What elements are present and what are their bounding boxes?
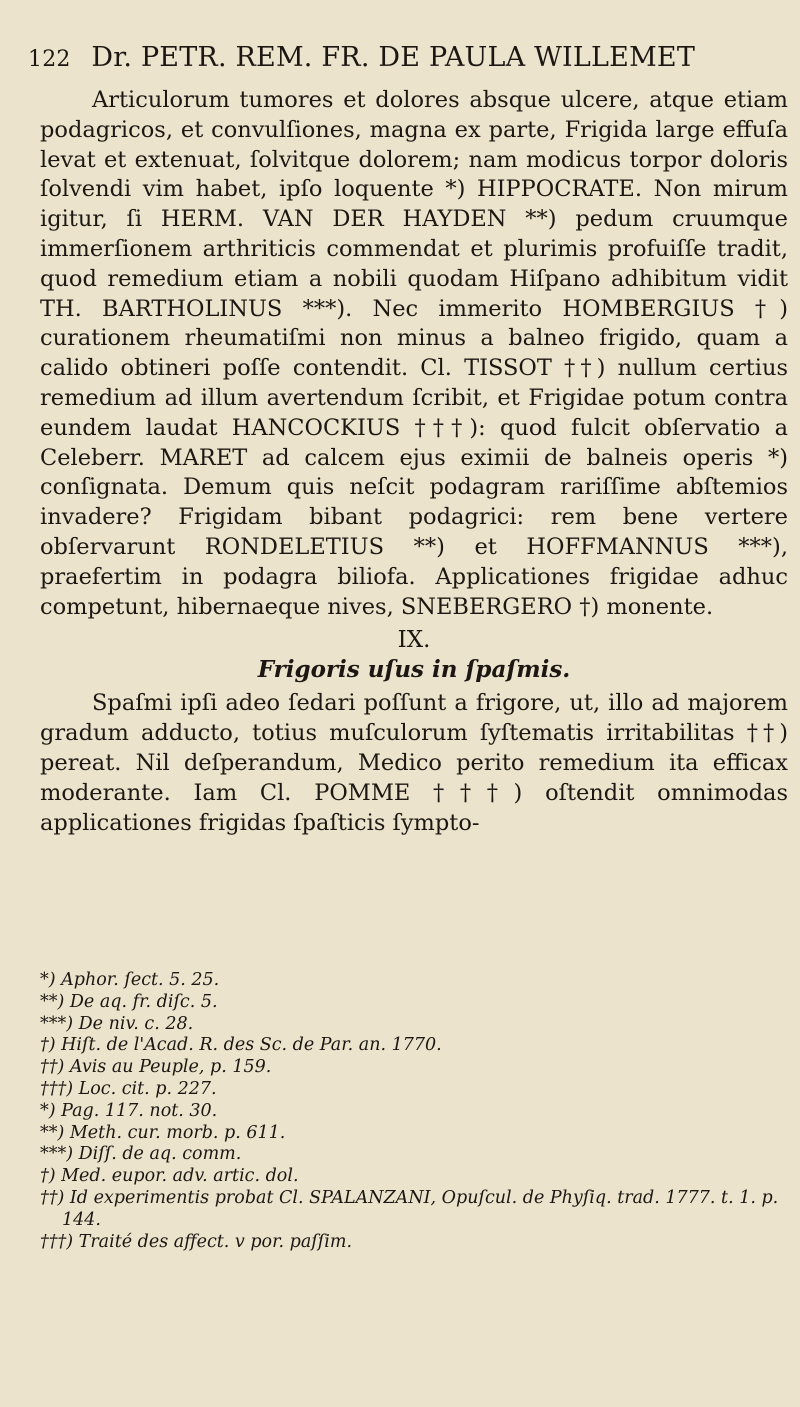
page-number: 122 (28, 47, 71, 72)
running-header (28, 42, 788, 73)
footnote: **) De aq. fr. diſc. 5. (40, 991, 218, 1012)
running-title: Dr. PETR. REM. FR. DE PAULA WILLEMET (91, 42, 696, 73)
footnote: †††) Loc. cit. p. 227. (40, 1078, 217, 1099)
footnote: *) Aphor. ſect. 5. 25. (40, 970, 220, 990)
paragraph-1: Articulorum tumores et dolores absque ulcere, atque etiam podagricos, et convulſiones, magna ex parte, Frigida large effuſa levat et extenuat, ſolvitque dolorem; nam modicus torpor doloris ſolvendi vim habet, ipſo loquente *) HIPPOCRATE. Non mirum igitur, ſi HERM. VAN DER HAYDEN **) pedum cruumque immerſionem arthriticis commendat et plurimis profuiſſe tradit, quod remedium etiam a nobili quodam Hiſpano adhibitum vidit TH. BARTHOLINUS ***). Nec immerito HOMBERGIUS †) curationem rheumatiſmi non minus a balneo frigido, quam a calido obtineri poſſe contendit. Cl. TISSOT ††) nullum certius remedium ad illum avertendum ſcribit, et Frigidae potum contra eundem laudat HANCOCKIUS †††): quod fulcit obſervatio a Celeberr. MARET ad calcem ejus eximii de balneis operis *) conſignata. Demum quis neſcit podagram rariſſime abſtemios invadere? Frigidam bibant podagrici: rem bene vertere obſervarunt RONDELETIUS **) et HOFFMANNUS ***), praefertim in podagra biliofa. Applicationes frigidae adhuc competunt, hibernaeque nives, SNEBERGERO †) monente. (40, 87, 788, 620)
footnotes (40, 970, 788, 1253)
section-number: IX. (397, 627, 431, 654)
footnote: †††) Traité des affect. v por. paſſim. (40, 1231, 353, 1252)
footnote: ***) De niv. c. 28. (40, 1013, 194, 1034)
footnote: ***) Diſſ. de aq. comm. (40, 1144, 242, 1165)
footnote: †) Hiſt. de l'Acad. R. des Sc. de Par. an. 1770. (40, 1035, 442, 1056)
main-text (40, 86, 788, 838)
footnote: **) Meth. cur. morb. p. 611. (40, 1122, 286, 1143)
footnote: †) Med. eupor. adv. artic. dol. (40, 1166, 299, 1187)
footnote: ††) Avis au Peuple, p. 159. (40, 1057, 272, 1078)
paragraph-2: Spaſmi ipſi adeo ſedari poſſunt a frigore, ut, illo ad majorem gradum adducto, totius muſculorum ſyſtematis irritabilitas ††) pereat. Nil deſperandum, Medico perito remedium ita efficax moderante. Iam Cl. POMME †††) oſtendit omnimodas applicationes frigidas ſpaſticis ſympto- (40, 690, 788, 836)
section-title: Frigoris uſus in ſpaſmis. (257, 656, 571, 684)
footnote: *) Pag. 117. not. 30. (40, 1100, 218, 1121)
footnote: ††) Id experimentis probat Cl. SPALANZANI, Opuſcul. de Phyſiq. trad. 1777. t. 1. p. 144. (40, 1187, 779, 1230)
